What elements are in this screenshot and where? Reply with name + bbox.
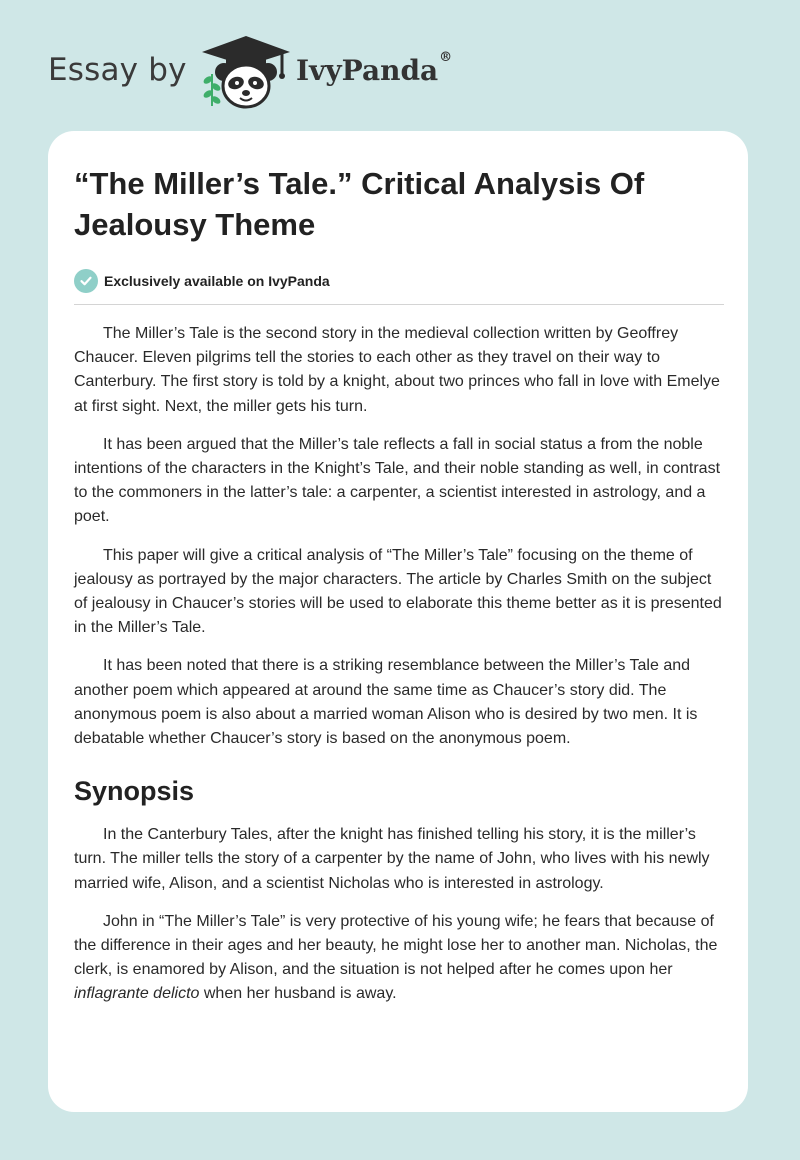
brand-logo-text[interactable] [296,50,453,87]
exclusive-label: Exclusively available on IvyPanda [104,273,330,289]
essay-content [74,163,724,1021]
divider [74,304,724,305]
essay-card [48,131,748,1112]
paragraph: This paper will give a critical analysis of “The Miller’s Tale” focusing on the theme of jealousy as portrayed by the major characters. The article by Charles Smith on the subject of jealousy in Chaucer’s stories will be used to elaborate this theme better as it is presented in the Miller’s Tale. [74,546,722,637]
paragraph-text: when her husband is away. [199,985,397,1003]
site-header [0,0,800,130]
exclusive-notice [74,267,724,295]
paragraph [74,910,724,1007]
brand-name: IvyPanda [296,54,439,87]
section-heading: Synopsis [74,776,195,807]
panda-graduate-icon[interactable] [200,34,292,110]
paragraph: It has been argued that the Miller’s tale reflects a fall in social status a from the noble intentions of the characters in the Knight’s Tale, and their noble standing as well, in contrast to the commoners in the latter’s tale: a carpenter, a scientist interested in astrology, and a poet. [74,435,721,526]
paragraph: It has been noted that there is a striking resemblance between the Miller’s Tale and another poem which appeared at around the same time as Chaucer’s story did. The anonymous poem is also about a married woman Alison who is desired by two men. It is debatable whether Chaucer’s story is based on the anonymous poem. [74,657,698,748]
registered-mark: ® [439,50,453,65]
italic-phrase: inflagrante delicto [74,985,200,1003]
essay-by-label: Essay by [48,52,187,88]
page-title: “The Miller’s Tale.” Critical Analysis Of Jealousy Theme [74,166,645,242]
paragraph-text: John in “The Miller’s Tale” is very protective of his young wife; he fears that because of the difference in their ages and her beauty, he might lose her to another man. Nicholas, the clerk, is enamored by Alison, and the situation is not helped after he comes upon her [74,912,718,979]
essay-body [74,322,724,1007]
paragraph: The Miller’s Tale is the second story in the medieval collection written by Geoffrey Chaucer. Eleven pilgrims tell the stories to each other as they travel on their way to Canterbury. The first story is told by a knight, about two princes who fall in love with Emelye at first sight. Next, the miller gets his turn. [74,325,720,415]
check-circle-icon [74,269,98,293]
paragraph: In the Canterbury Tales, after the knight has finished telling his story, it is the miller’s turn. The miller tells the story of a carpenter by the name of John, who lives with his newly married wife, Alison, and a scientist Nicholas who is interested in astrology. [74,826,710,892]
